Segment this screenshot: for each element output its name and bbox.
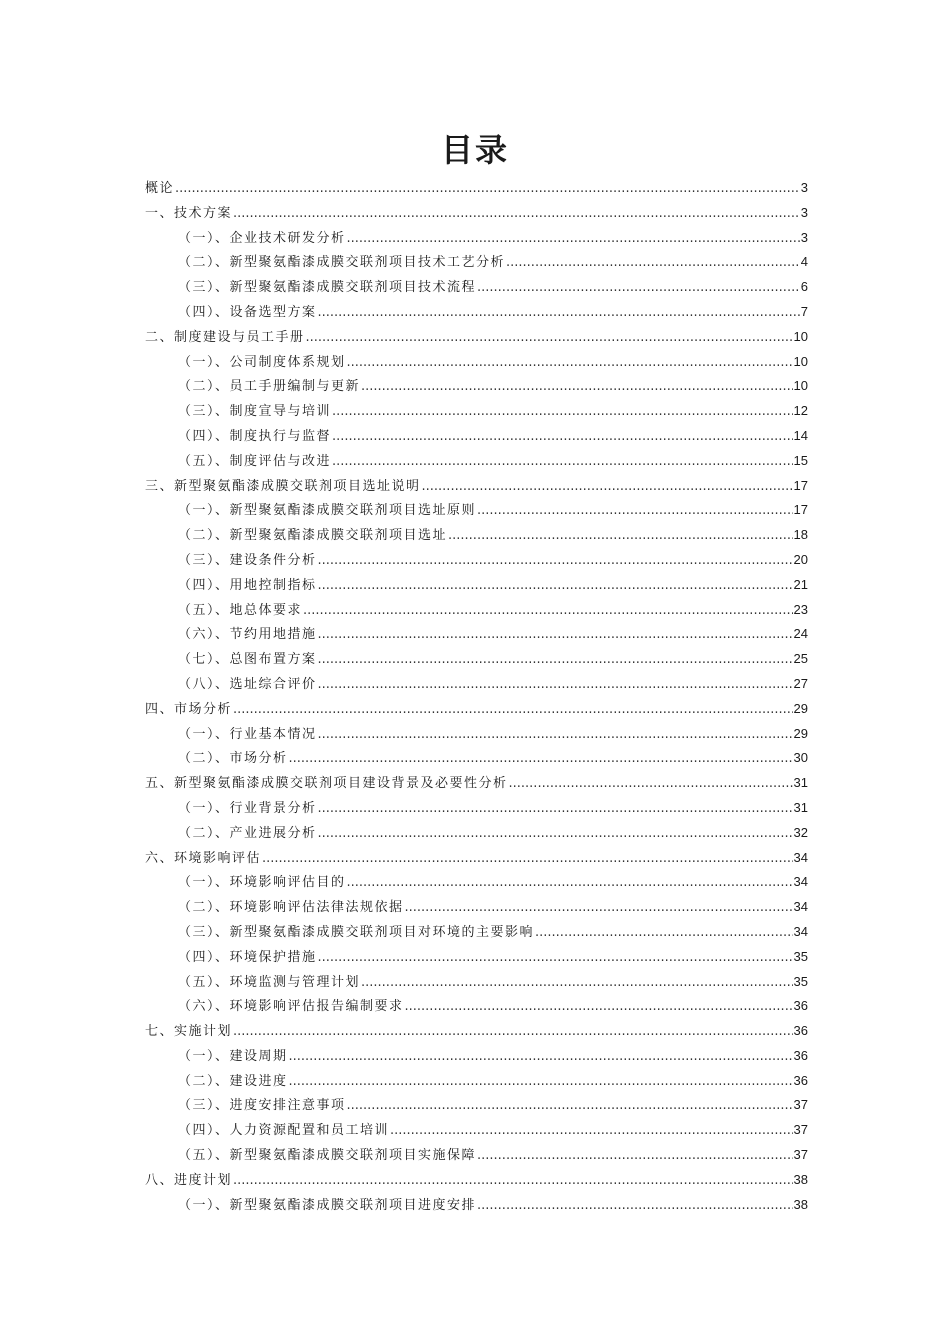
toc-entry-page-number: 36	[793, 1072, 808, 1088]
toc-entry[interactable]	[145, 870, 808, 895]
toc-entry[interactable]	[145, 275, 808, 300]
toc-entry-page-number: 15	[793, 452, 808, 468]
toc-entry-page-number: 17	[793, 477, 808, 493]
toc-entry[interactable]	[145, 598, 808, 623]
toc-entry-label: 三、新型聚氨酯漆成膜交联剂项目选址说明	[145, 478, 421, 494]
toc-entry[interactable]	[145, 1168, 808, 1193]
toc-dot-leader	[347, 227, 800, 252]
toc-dot-leader	[477, 499, 793, 524]
toc-entry-label: （三）、进度安排注意事项	[178, 1098, 346, 1114]
toc-entry-label: （六）、节约用地措施	[178, 627, 317, 643]
toc-entry-label: （一）、行业基本情况	[178, 726, 317, 742]
toc-dot-leader	[233, 1169, 793, 1194]
toc-entry-page-number: 25	[793, 651, 808, 667]
toc-entry-label: （四）、用地控制指标	[178, 577, 317, 593]
table-of-contents	[145, 176, 808, 1217]
toc-dot-leader	[318, 301, 800, 326]
toc-dot-leader	[175, 177, 800, 202]
toc-entry-page-number: 27	[793, 675, 808, 691]
toc-entry-label: （五）、新型聚氨酯漆成膜交联剂项目实施保障	[178, 1148, 477, 1164]
toc-entry-page-number: 14	[793, 427, 808, 443]
toc-entry[interactable]	[145, 647, 808, 672]
toc-entry-page-number: 38	[793, 1171, 808, 1187]
toc-entry[interactable]	[145, 424, 808, 449]
toc-dot-leader	[318, 574, 793, 599]
toc-entry-page-number: 35	[793, 948, 808, 964]
toc-entry-label: （五）、地总体要求	[178, 602, 303, 618]
toc-entry-label: 二、制度建设与员工手册	[145, 329, 305, 345]
toc-dot-leader	[233, 202, 800, 227]
toc-entry-label: 一、技术方案	[145, 205, 233, 221]
toc-entry[interactable]	[145, 449, 808, 474]
toc-entry[interactable]	[145, 1193, 808, 1218]
toc-dot-leader	[347, 871, 793, 896]
toc-entry-label: （一）、新型聚氨酯漆成膜交联剂项目选址原则	[178, 503, 477, 519]
toc-entry-page-number: 4	[800, 254, 808, 270]
toc-entry-page-number: 34	[793, 874, 808, 890]
toc-entry[interactable]	[145, 548, 808, 573]
toc-entry-label: （八）、选址综合评价	[178, 676, 317, 692]
toc-dot-leader	[289, 1070, 793, 1095]
toc-dot-leader	[347, 351, 793, 376]
toc-dot-leader	[332, 400, 793, 425]
toc-dot-leader	[332, 425, 793, 450]
toc-entry-label: （四）、制度执行与监督	[178, 428, 332, 444]
toc-dot-leader	[262, 847, 793, 872]
toc-entry[interactable]	[145, 622, 808, 647]
toc-entry-page-number: 32	[793, 824, 808, 840]
toc-entry-page-number: 30	[793, 750, 808, 766]
toc-entry-label: 七、实施计划	[145, 1024, 233, 1040]
toc-entry-page-number: 7	[800, 303, 808, 319]
toc-dot-leader	[303, 599, 793, 624]
toc-entry-label: （二）、员工手册编制与更新	[178, 379, 361, 395]
toc-entry-page-number: 34	[793, 923, 808, 939]
toc-entry[interactable]	[145, 771, 808, 796]
toc-entry-label: （二）、市场分析	[178, 751, 288, 767]
toc-entry[interactable]	[145, 1019, 808, 1044]
toc-entry[interactable]	[145, 350, 808, 375]
toc-entry[interactable]	[145, 226, 808, 251]
toc-entry-page-number: 35	[793, 973, 808, 989]
toc-entry-label: （五）、环境监测与管理计划	[178, 974, 361, 990]
toc-dot-leader	[318, 673, 793, 698]
toc-entry-label: （一）、企业技术研发分析	[178, 230, 346, 246]
toc-dot-leader	[289, 1045, 793, 1070]
toc-entry-label: （一）、环境影响评估目的	[178, 875, 346, 891]
toc-dot-leader	[405, 896, 793, 921]
toc-dot-leader	[306, 326, 793, 351]
toc-entry-page-number: 37	[793, 1122, 808, 1138]
toc-entry-label: （三）、建设条件分析	[178, 552, 317, 568]
toc-entry-page-number: 3	[800, 229, 808, 245]
toc-entry-label: （一）、行业背景分析	[178, 800, 317, 816]
toc-entry-page-number: 31	[793, 799, 808, 815]
toc-entry[interactable]	[145, 970, 808, 995]
toc-entry[interactable]	[145, 176, 808, 201]
toc-dot-leader	[318, 549, 793, 574]
toc-entry-label: （四）、人力资源配置和员工培训	[178, 1123, 390, 1139]
toc-entry-label: 四、市场分析	[145, 701, 233, 717]
toc-entry[interactable]	[145, 821, 808, 846]
toc-dot-leader	[318, 723, 793, 748]
toc-entry-label: 八、进度计划	[145, 1172, 233, 1188]
toc-dot-leader	[318, 822, 793, 847]
toc-entry[interactable]	[145, 1118, 808, 1143]
toc-dot-leader	[318, 797, 793, 822]
toc-entry-page-number: 17	[793, 502, 808, 518]
toc-entry[interactable]	[145, 796, 808, 821]
toc-entry-page-number: 37	[793, 1097, 808, 1113]
toc-entry-page-number: 37	[793, 1147, 808, 1163]
toc-entry[interactable]	[145, 250, 808, 275]
toc-dot-leader	[361, 375, 793, 400]
toc-entry-label: （一）、公司制度体系规划	[178, 354, 346, 370]
toc-dot-leader	[509, 772, 793, 797]
toc-entry-page-number: 10	[793, 353, 808, 369]
toc-entry-page-number: 10	[793, 378, 808, 394]
toc-dot-leader	[477, 1194, 793, 1219]
toc-entry[interactable]	[145, 399, 808, 424]
toc-entry-label: （二）、产业进展分析	[178, 825, 317, 841]
toc-entry[interactable]	[145, 523, 808, 548]
toc-entry[interactable]	[145, 945, 808, 970]
toc-dot-leader	[318, 946, 793, 971]
toc-entry-page-number: 36	[793, 1023, 808, 1039]
toc-dot-leader	[332, 450, 793, 475]
toc-entry-page-number: 3	[800, 204, 808, 220]
toc-entry[interactable]	[145, 920, 808, 945]
toc-entry-label: 六、环境影响评估	[145, 850, 262, 866]
toc-entry-page-number: 23	[793, 601, 808, 617]
toc-dot-leader	[535, 921, 793, 946]
toc-dot-leader	[506, 251, 800, 276]
toc-entry-label: （七）、总图布置方案	[178, 652, 317, 668]
toc-dot-leader	[233, 698, 793, 723]
toc-entry-page-number: 34	[793, 849, 808, 865]
toc-entry[interactable]	[145, 573, 808, 598]
toc-entry-label: （一）、建设周期	[178, 1048, 288, 1064]
toc-entry[interactable]	[145, 994, 808, 1019]
toc-dot-leader	[347, 1094, 793, 1119]
toc-entry[interactable]	[145, 300, 808, 325]
toc-entry-label: （三）、新型聚氨酯漆成膜交联剂项目技术流程	[178, 280, 477, 296]
toc-dot-leader	[390, 1119, 793, 1144]
toc-entry-page-number: 36	[793, 998, 808, 1014]
toc-entry[interactable]	[145, 498, 808, 523]
toc-entry-page-number: 31	[793, 775, 808, 791]
toc-entry-page-number: 20	[793, 551, 808, 567]
toc-entry[interactable]	[145, 201, 808, 226]
toc-entry-label: （二）、新型聚氨酯漆成膜交联剂项目技术工艺分析	[178, 255, 506, 271]
toc-entry[interactable]	[145, 746, 808, 771]
toc-entry[interactable]	[145, 1143, 808, 1168]
toc-entry-label: （二）、环境影响评估法律法规依据	[178, 900, 404, 916]
toc-entry[interactable]	[145, 697, 808, 722]
toc-dot-leader	[233, 1020, 793, 1045]
toc-entry[interactable]	[145, 474, 808, 499]
toc-entry-label: （二）、建设进度	[178, 1073, 288, 1089]
toc-entry[interactable]	[145, 374, 808, 399]
toc-dot-leader	[477, 276, 800, 301]
toc-entry-label: （五）、制度评估与改进	[178, 453, 332, 469]
toc-entry-page-number: 18	[793, 527, 808, 543]
toc-dot-leader	[405, 995, 793, 1020]
toc-dot-leader	[422, 475, 793, 500]
toc-entry-page-number: 6	[800, 279, 808, 295]
toc-entry[interactable]	[145, 722, 808, 747]
toc-entry-page-number: 29	[793, 725, 808, 741]
toc-entry-label: （三）、制度宣导与培训	[178, 404, 332, 420]
toc-entry[interactable]	[145, 895, 808, 920]
toc-entry-page-number: 29	[793, 700, 808, 716]
toc-entry-page-number: 34	[793, 899, 808, 915]
toc-dot-leader	[361, 971, 793, 996]
toc-entry[interactable]	[145, 672, 808, 697]
toc-entry[interactable]	[145, 1093, 808, 1118]
toc-entry[interactable]	[145, 1044, 808, 1069]
toc-entry-page-number: 24	[793, 626, 808, 642]
toc-entry-page-number: 21	[793, 576, 808, 592]
toc-dot-leader	[318, 648, 793, 673]
toc-entry-page-number: 10	[793, 328, 808, 344]
toc-entry-page-number: 3	[800, 180, 808, 195]
toc-entry[interactable]	[145, 1069, 808, 1094]
toc-entry[interactable]	[145, 846, 808, 871]
toc-entry-page-number: 12	[793, 403, 808, 419]
toc-entry-label: （三）、新型聚氨酯漆成膜交联剂项目对环境的主要影响	[178, 924, 535, 940]
toc-entry[interactable]	[145, 325, 808, 350]
toc-entry-page-number: 36	[793, 1047, 808, 1063]
toc-dot-leader	[477, 1144, 793, 1169]
toc-entry-label: （四）、环境保护措施	[178, 949, 317, 965]
toc-dot-leader	[448, 524, 793, 549]
toc-entry-label: （四）、设备选型方案	[178, 304, 317, 320]
toc-entry-label: （二）、新型聚氨酯漆成膜交联剂项目选址	[178, 528, 448, 544]
toc-dot-leader	[318, 623, 793, 648]
toc-entry-label: 概论	[145, 181, 175, 196]
page-title: 目录	[440, 131, 509, 169]
toc-entry-label: （一）、新型聚氨酯漆成膜交联剂项目进度安排	[178, 1197, 477, 1213]
toc-entry-label: （六）、环境影响评估报告编制要求	[178, 999, 404, 1015]
toc-entry-page-number: 38	[793, 1196, 808, 1212]
toc-dot-leader	[289, 747, 793, 772]
toc-entry-label: 五、新型聚氨酯漆成膜交联剂项目建设背景及必要性分析	[145, 776, 508, 792]
